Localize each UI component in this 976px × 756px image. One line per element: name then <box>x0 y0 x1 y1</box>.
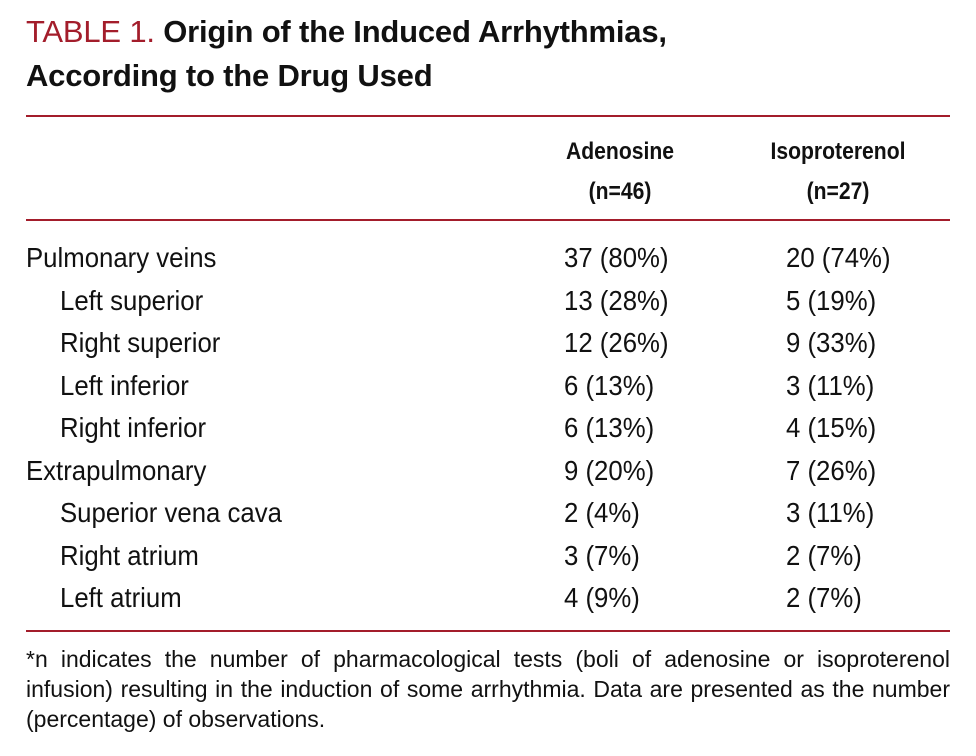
row-label: Left superior <box>60 284 204 316</box>
adenosine-cell: 4 (9%) <box>564 582 640 613</box>
column-header-n: (n=46) <box>588 178 652 205</box>
isoproterenol-cell: 7 (26%) <box>786 454 877 486</box>
isoproterenol-cell: 4 (15%) <box>786 412 877 443</box>
column-header-adenosine <box>550 132 691 212</box>
table-row <box>26 492 950 535</box>
table-row <box>26 237 950 280</box>
table-label: TABLE 1. <box>26 14 155 49</box>
adenosine-cell: 12 (26%) <box>564 327 669 358</box>
table-row <box>26 535 950 578</box>
row-label: Right inferior <box>60 412 207 443</box>
adenosine-cell: 6 (13%) <box>564 369 655 401</box>
table-title <box>26 10 956 98</box>
row-label: Left inferior <box>60 369 189 401</box>
table-row <box>26 450 950 493</box>
column-header-name: Isoproterenol <box>770 138 906 165</box>
row-label: Right atrium <box>60 539 199 571</box>
header-rule <box>26 219 950 221</box>
isoproterenol-cell: 2 (7%) <box>786 582 862 613</box>
column-header-name: Adenosine <box>566 138 674 165</box>
isoproterenol-cell: 3 (11%) <box>786 497 875 528</box>
table-footnote: *n indicates the number of pharmacological tests (boli of adenosine or isoproterenol infusion) resulting in the induction of some arrhythmia. Data are presented as the number (percentage) of observations. <box>26 646 950 732</box>
adenosine-cell: 9 (20%) <box>564 454 655 486</box>
row-label: Left atrium <box>60 582 182 613</box>
adenosine-cell: 13 (28%) <box>564 284 669 316</box>
table-row <box>26 322 950 365</box>
row-label: Right superior <box>60 327 221 358</box>
isoproterenol-cell: 5 (19%) <box>786 284 877 316</box>
row-label: Pulmonary veins <box>26 242 217 273</box>
isoproterenol-cell: 20 (74%) <box>786 242 891 273</box>
column-header-n: (n=27) <box>806 178 870 205</box>
adenosine-cell: 2 (4%) <box>564 497 640 528</box>
table-body <box>26 237 950 620</box>
table-row <box>26 365 950 408</box>
adenosine-cell: 6 (13%) <box>564 412 655 443</box>
table-title-line-1: Origin of the Induced Arrhythmias, <box>163 14 667 49</box>
isoproterenol-cell: 9 (33%) <box>786 327 877 358</box>
table-row <box>26 280 950 323</box>
table-row <box>26 407 950 450</box>
adenosine-cell: 3 (7%) <box>564 539 640 571</box>
adenosine-cell: 37 (80%) <box>564 242 669 273</box>
row-label: Superior vena cava <box>60 497 282 528</box>
bottom-rule <box>26 630 950 632</box>
row-label: Extrapulmonary <box>26 454 207 486</box>
top-rule <box>26 115 950 117</box>
isoproterenol-cell: 2 (7%) <box>786 539 862 571</box>
table-row <box>26 577 950 620</box>
column-header-isoproterenol <box>750 132 926 212</box>
table-title-line-2: According to the Drug Used <box>26 58 433 93</box>
isoproterenol-cell: 3 (11%) <box>786 369 875 401</box>
